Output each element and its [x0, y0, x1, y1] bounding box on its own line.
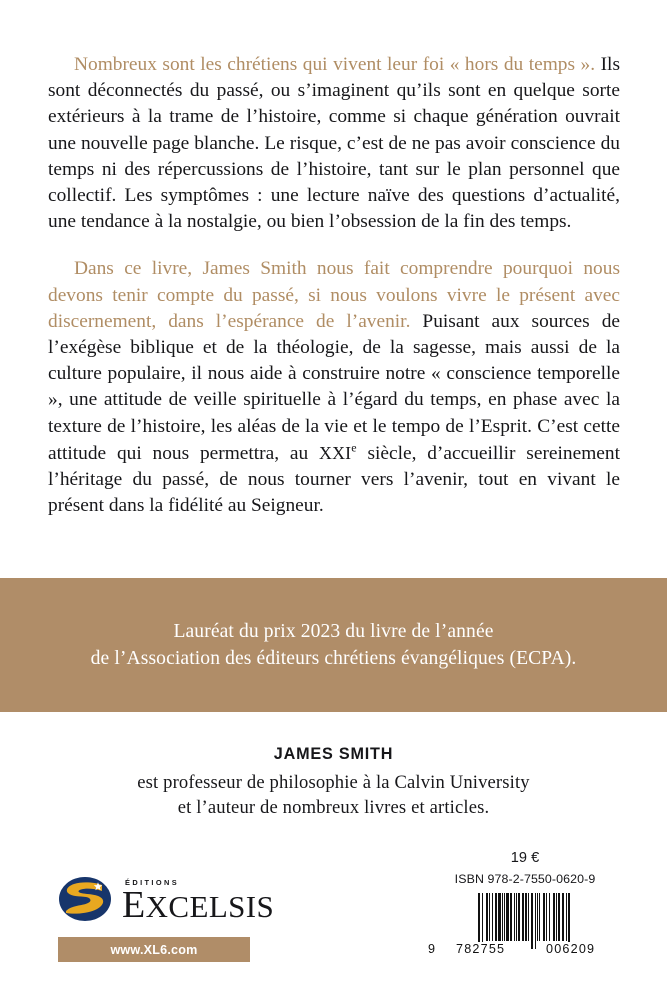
- excelsis-wordmark: [122, 879, 274, 924]
- barcode-bar: [570, 893, 572, 949]
- barcode-digits: [425, 942, 625, 956]
- award-line-1: Lauréat du prix 2023 du livre de l’année: [173, 621, 494, 642]
- blurb-p2-body-part1: Puisant aux sources de l’exégèse biblique et de la théologie, de la sagesse, mais aussi de la culture populaire, il nous aide à construire notre « conscience temporelle », une attitude de veille spirituelle à l’égard du temps, en phase avec la texture de l’histoire, les aléas de la vie et le tempo de l’Esprit. C’est cette attitude qui nous permettra, au: [48, 310, 620, 464]
- author-name: JAMES SMITH: [273, 745, 394, 763]
- commerce-block: [419, 850, 631, 956]
- publisher-block: [58, 873, 298, 962]
- isbn-label: ISBN 978-2-7550-0620-9: [454, 872, 596, 886]
- blurb-section: [48, 52, 620, 527]
- logo-excelsis-text: [122, 883, 275, 926]
- blurb-p2-accent-sentence: Dans ce livre, James Smith nous fait comprendre pourquoi nous devons tenir compte du passé, si nous voulons vivre le présent avec discernement, dans l’espérance de l’avenir.: [48, 258, 620, 332]
- author-bio-line-1: est professeur de philosophie à la Calvin University: [137, 772, 530, 793]
- publisher-logo[interactable]: [58, 873, 298, 925]
- price-label: 19 €: [510, 850, 540, 866]
- author-bio: [0, 745, 667, 820]
- blurb-p1-accent-sentence: Nombreux sont les chrétiens qui vivent leur foi « hors du temps ».: [74, 54, 596, 75]
- blurb-paragraph-1: [48, 52, 620, 235]
- barcode-digit-left: 9: [428, 942, 437, 956]
- century-ordinal-suffix: e: [351, 440, 357, 455]
- logo-editions-text: ÉDITIONS: [125, 877, 180, 887]
- blurb-p2-body-part2: siècle, d’accueillir sereinement l’héritage du passé, de nous tourner vers l’avenir, tout en vivant le présent dans la fidélité au Seigneur.: [48, 442, 620, 517]
- author-bio-line-2: et l’auteur de nombreux livres et articles.: [177, 797, 490, 818]
- barcode: [425, 893, 625, 956]
- barcode-digits-mid: 782755: [456, 942, 506, 956]
- logo-excelsis-initial: E: [122, 883, 146, 926]
- website-url: www.XL6.com: [110, 942, 198, 957]
- award-line-2: de l’Association des éditeurs chrétiens évangéliques (ECPA).: [90, 648, 577, 669]
- website-bar[interactable]: [58, 937, 250, 962]
- century-numeral: XXI: [319, 442, 352, 463]
- award-band: [0, 578, 667, 712]
- excelsis-emblem-icon: [58, 875, 114, 923]
- logo-excelsis-rest: XCELSIS: [145, 888, 275, 924]
- blurb-paragraph-2: [48, 256, 620, 519]
- blurb-p1-body: Ils sont déconnectés du passé, ou s’imaginent qu’ils sont en quelque sorte extérieurs à la trame de l’histoire, comme si chaque génération ouvrait une nouvelle page blanche. Le risque, c’est de ne pas avoir conscience du temps ni des répercussions de l’histoire, tant sur le plan personnel que collectif. Les symptômes : une lecture naïve des questions d’actualité, une tendance à la nostalgie, ou bien l’obsession de la fin des temps.: [48, 54, 620, 233]
- barcode-digits-right: 006209: [546, 942, 596, 956]
